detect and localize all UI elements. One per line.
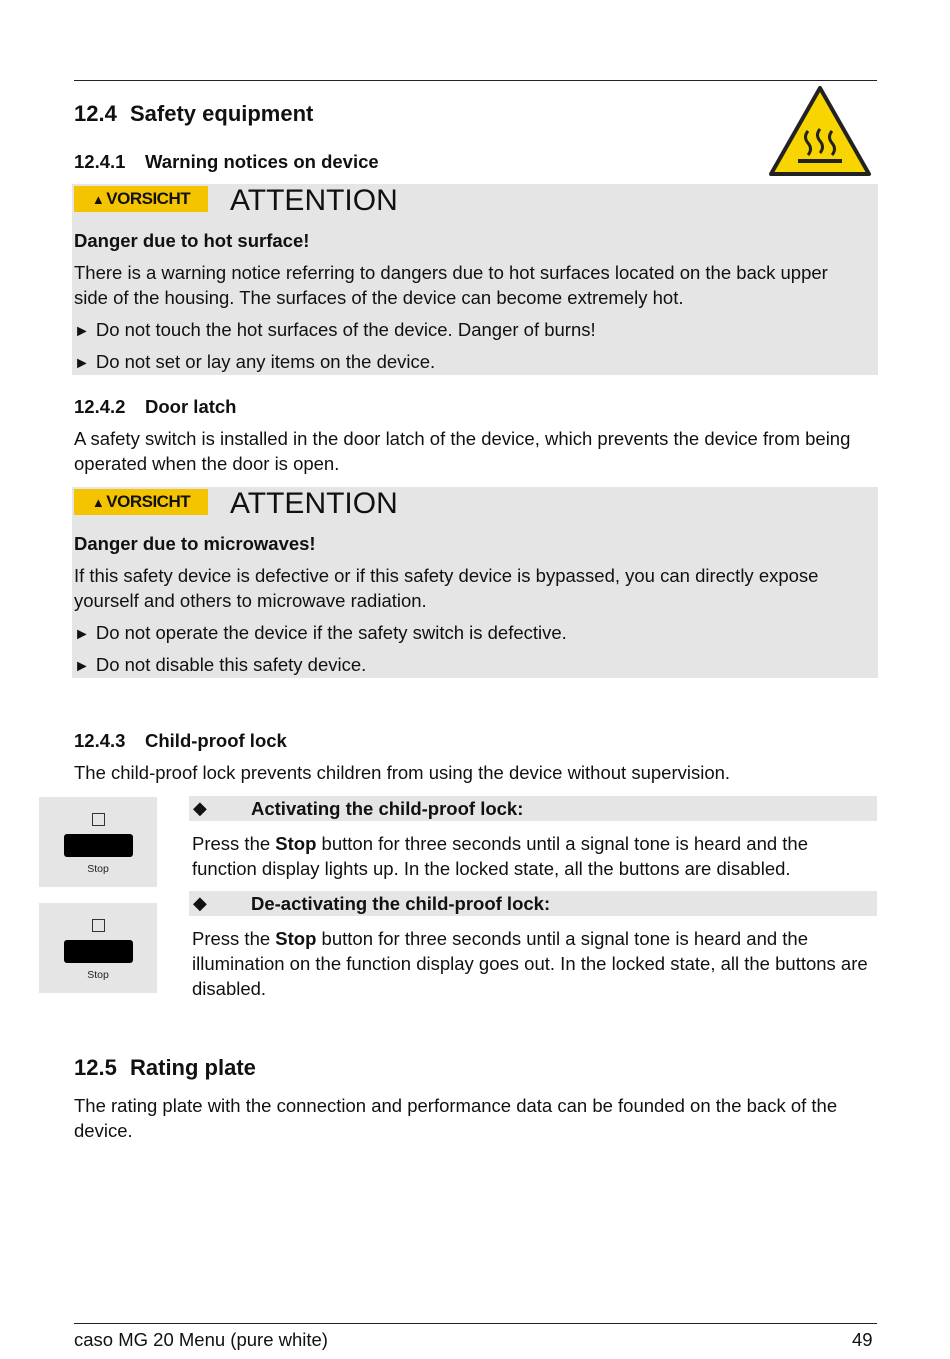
warning-bullet: ► Do not touch the hot surfaces of the device. Danger of burns!	[74, 317, 864, 344]
stop-button[interactable]	[64, 834, 133, 857]
danger-title: Danger due to microwaves!	[74, 533, 316, 554]
section-12-4-heading: 12.4 Safety equipment	[74, 101, 314, 126]
warning-bullet: ► Do not operate the device if the safety switch is defective.	[74, 620, 864, 647]
warning-triangle-icon: ▲	[91, 191, 105, 207]
stop-label: Stop	[87, 863, 109, 875]
rating-plate-text: The rating plate with the connection and performance data can be founded on the back of the device.	[74, 1095, 838, 1141]
danger-title: Danger due to hot surface!	[74, 230, 310, 251]
stop-button-panel	[39, 797, 157, 887]
warning-bullet: ► Do not disable this safety device.	[74, 652, 864, 679]
diamond-bullet-icon: ◆	[193, 893, 207, 913]
indicator-square-icon	[92, 919, 105, 932]
footer-product: caso MG 20 Menu (pure white)	[74, 1329, 328, 1350]
vorsicht-badge: ▲ VORSICHT	[74, 489, 208, 515]
section-12-4-3-heading: 12.4.3 Child-proof lock	[74, 730, 287, 751]
footer-rule	[74, 1323, 877, 1324]
child-lock-text: The child-proof lock prevents children from using the device without supervision.	[74, 762, 731, 783]
indicator-square-icon	[92, 813, 105, 826]
stop-label: Stop	[87, 969, 109, 981]
microwave-warning-box	[72, 487, 878, 678]
warning-text: There is a warning notice referring to dangers due to hot surfaces located on the back upper side of the housing. The surfaces of the device can become extremely hot.	[74, 262, 828, 308]
hot-surface-warning-icon	[768, 85, 872, 177]
warning-triangle-icon: ▲	[91, 494, 105, 510]
warning-bullet: ► Do not set or lay any items on the device.	[74, 349, 864, 376]
stop-button[interactable]	[64, 940, 133, 963]
deactivate-step-heading: ◆ De-activating the child-proof lock:	[189, 891, 877, 916]
section-12-4-2-heading: 12.4.2 Door latch	[74, 396, 237, 417]
warning-text: If this safety device is defective or if this safety device is bypassed, you can directly expose yourself and others to microwave radiation.	[74, 565, 819, 611]
section-12-5-heading: 12.5 Rating plate	[74, 1055, 256, 1080]
stop-button-panel	[39, 903, 157, 993]
hot-surface-warning-box	[72, 184, 878, 375]
diamond-bullet-icon: ◆	[193, 798, 207, 818]
attention-heading: ATTENTION	[230, 184, 398, 217]
header-rule	[74, 80, 877, 81]
section-12-4-1-heading: 12.4.1 Warning notices on device	[74, 151, 379, 172]
activate-step-heading: ◆ Activating the child-proof lock:	[189, 796, 877, 821]
door-latch-text: A safety switch is installed in the door latch of the device, which prevents the device from being operated when the door is open.	[74, 428, 851, 474]
deactivate-step-text: Press the Stop button for three seconds until a signal tone is heard and the illumination on the function display goes out. In the locked state, all the buttons are disabled.	[192, 928, 868, 999]
attention-heading: ATTENTION	[230, 487, 398, 520]
vorsicht-badge: ▲ VORSICHT	[74, 186, 208, 212]
page-number: 49	[852, 1329, 873, 1350]
activate-step-text: Press the Stop button for three seconds until a signal tone is heard and the function display lights up. In the locked state, all the buttons are disabled.	[192, 833, 809, 879]
